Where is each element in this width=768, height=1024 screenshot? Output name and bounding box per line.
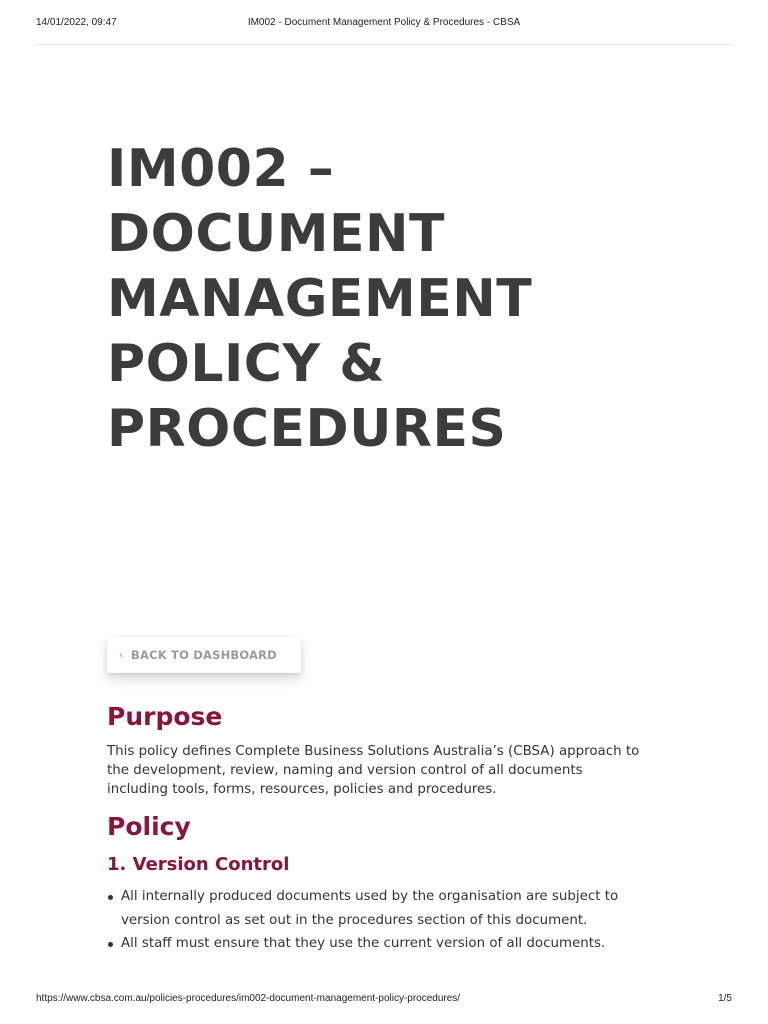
list-item-text: All internally produced documents used by the organisation are subject to version control as set out in the procedures section of this document.	[121, 889, 619, 928]
purpose-paragraph: This policy defines Complete Business Solutions Australia’s (CBSA) approach to the development, review, naming and version control of all documents including tools, forms, resources, policies and procedures.	[107, 744, 640, 797]
list-item	[107, 932, 667, 956]
bullet-icon	[108, 942, 113, 947]
header-divider	[36, 44, 732, 45]
chevron-left-icon: ‹	[119, 649, 123, 661]
page-title: IM002 – DOCUMENT MANAGEMENT POLICY & PROCEDURES	[107, 139, 533, 459]
purpose-heading: Purpose	[107, 702, 223, 731]
back-button-label: BACK TO DASHBOARD	[131, 648, 277, 662]
list-item	[107, 885, 667, 932]
page-url[interactable]: https://www.cbsa.com.au/policies-procedures/im002-document-management-policy-procedures/	[36, 993, 461, 1004]
version-control-list	[107, 885, 667, 956]
print-datetime: 14/01/2022, 09:47	[36, 17, 117, 28]
print-header	[36, 17, 732, 31]
back-to-dashboard-button[interactable]	[107, 637, 301, 673]
print-footer	[36, 993, 732, 1007]
list-item-text: All staff must ensure that they use the current version of all documents.	[121, 936, 606, 951]
page-number: 1/5	[718, 993, 732, 1004]
policy-heading: Policy	[107, 812, 191, 841]
bullet-icon	[108, 895, 113, 900]
print-document-title: IM002 - Document Management Policy & Procedures - CBSA	[247, 17, 521, 28]
version-control-heading: 1. Version Control	[107, 854, 290, 875]
